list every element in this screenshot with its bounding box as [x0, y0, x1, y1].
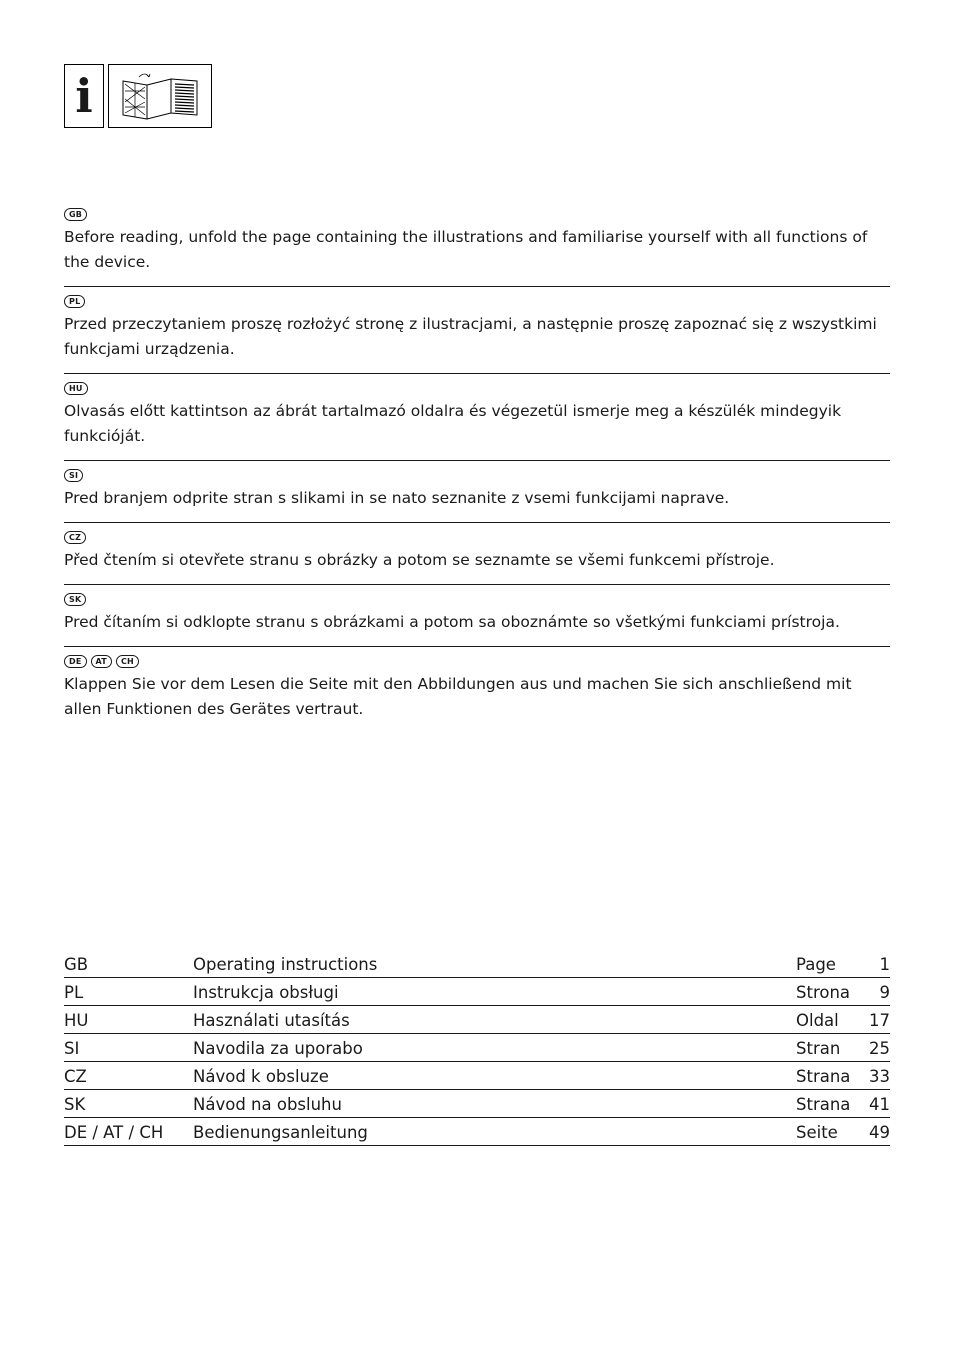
toc-language-code: SK	[64, 1094, 86, 1114]
toc-row[interactable]	[64, 1034, 890, 1062]
toc-page-number: 49	[869, 1122, 890, 1142]
instruction-text: Before reading, unfold the page containing the illustrations and familiarise yourself with all functions of the device.	[64, 228, 868, 271]
toc-row[interactable]	[64, 1006, 890, 1034]
toc-language-code: SI	[64, 1038, 80, 1058]
toc-language-code: HU	[64, 1010, 89, 1030]
info-icon: i	[64, 64, 104, 128]
toc-page-number: 25	[869, 1038, 890, 1058]
instruction-text: Przed przeczytaniem proszę rozłożyć stronę z ilustracjami, a następnie proszę zapoznać się z wszystkimi funkcjami urządzenia.	[64, 315, 877, 358]
instruction-pl	[64, 287, 890, 374]
language-badge: AT	[91, 655, 112, 668]
toc-row[interactable]	[64, 1062, 890, 1090]
instruction-text: Před čtením si otevřete stranu s obrázky a potom se seznamte se všemi funkcemi přístroje.	[64, 551, 775, 569]
instruction-gb	[64, 200, 890, 287]
toc-page-label: Seite	[796, 1122, 838, 1142]
toc-row[interactable]	[64, 1090, 890, 1118]
language-badge: SI	[64, 469, 83, 482]
toc-title: Navodila za uporabo	[193, 1038, 363, 1058]
toc-row[interactable]	[64, 1118, 890, 1146]
instruction-hu	[64, 374, 890, 461]
language-badge: CH	[116, 655, 139, 668]
toc-title: Návod na obsluhu	[193, 1094, 342, 1114]
instructions-list	[64, 200, 890, 733]
toc-page-label: Page	[796, 954, 836, 974]
toc-page-label: Strona	[796, 982, 851, 1002]
toc-page-number: 1	[879, 954, 890, 974]
language-badge: HU	[64, 382, 88, 395]
toc-language-code: CZ	[64, 1066, 87, 1086]
toc-page-number: 17	[869, 1010, 890, 1030]
toc-title: Használati utasítás	[193, 1010, 350, 1030]
toc-page-number: 41	[869, 1094, 890, 1114]
toc-row[interactable]	[64, 950, 890, 978]
unfold-page-icon	[108, 64, 212, 128]
instruction-sk	[64, 585, 890, 647]
toc-page-label: Strana	[796, 1066, 851, 1086]
toc-page-number: 33	[869, 1066, 890, 1086]
instruction-si	[64, 461, 890, 523]
language-badge: SK	[64, 593, 86, 606]
instruction-cz	[64, 523, 890, 585]
book-icon	[109, 65, 213, 129]
toc-title: Operating instructions	[193, 954, 378, 974]
instruction-de-at-ch	[64, 647, 890, 733]
toc-title: Návod k obsluze	[193, 1066, 329, 1086]
instruction-text: Pred branjem odprite stran s slikami in se nato seznanite z vsemi funkcijami naprave.	[64, 489, 730, 507]
toc-title: Instrukcja obsługi	[193, 982, 339, 1002]
instruction-text: Pred čítaním si odklopte stranu s obrázkami a potom sa oboznámte so všetkými funkciami prístroja.	[64, 613, 840, 631]
toc-page-label: Oldal	[796, 1010, 839, 1030]
language-badge: DE	[64, 655, 87, 668]
instruction-text: Olvasás előtt kattintson az ábrát tartalmazó oldalra és végezetül ismerje meg a készülék mindegyik funkcióját.	[64, 402, 842, 445]
language-badge: GB	[64, 208, 87, 221]
toc-page-label: Strana	[796, 1094, 851, 1114]
table-of-contents	[64, 950, 890, 1146]
toc-language-code: PL	[64, 982, 84, 1002]
toc-language-code: DE / AT / CH	[64, 1122, 164, 1142]
toc-language-code: GB	[64, 954, 89, 974]
toc-row[interactable]	[64, 978, 890, 1006]
language-badge: PL	[64, 295, 85, 308]
instruction-text: Klappen Sie vor dem Lesen die Seite mit den Abbildungen aus und machen Sie sich anschließend mit allen Funktionen des Gerätes vertraut.	[64, 675, 852, 718]
toc-page-label: Stran	[796, 1038, 841, 1058]
language-badge: CZ	[64, 531, 86, 544]
toc-page-number: 9	[879, 982, 890, 1002]
toc-title: Bedienungsanleitung	[193, 1122, 368, 1142]
